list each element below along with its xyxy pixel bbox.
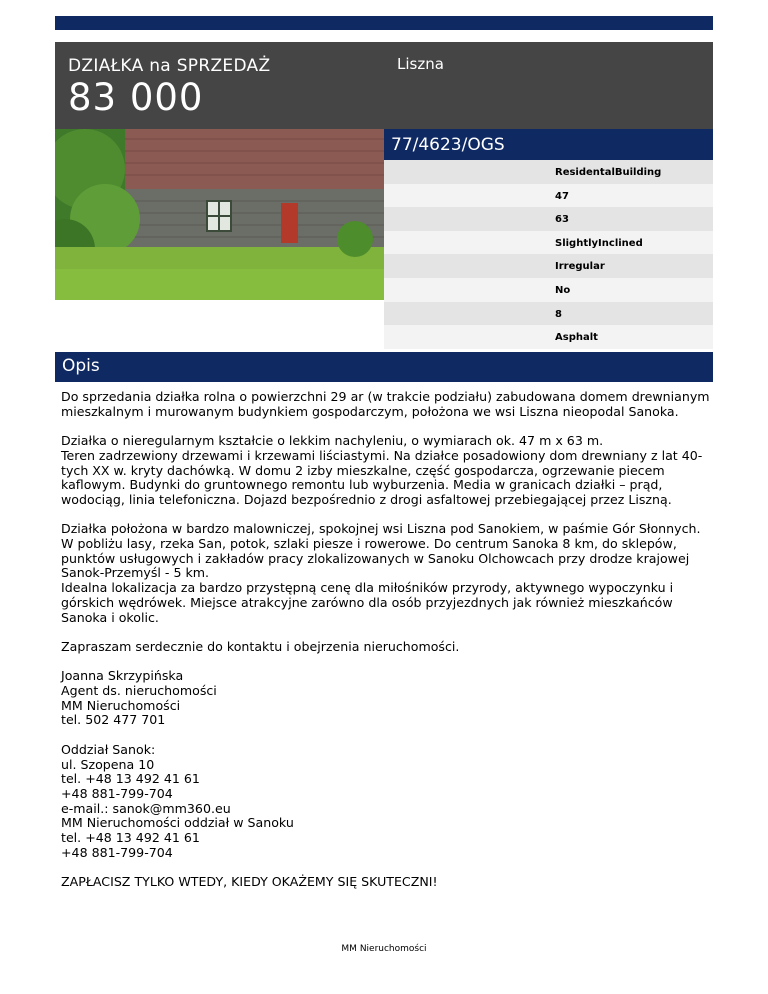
param-row: [384, 278, 713, 302]
param-value: Asphalt: [555, 332, 598, 344]
description-paragraph: Do sprzedania działka rolna o powierzchni 29 ar (w trakcie podziału) zabudowana domem drewnianym mieszkalnym i murowanym budynkiem gospodarczym, położona we wsi Liszna nieopodal Sanoka.: [61, 389, 710, 419]
page-footer: MM Nieruchomości: [341, 944, 427, 954]
closing-slogan: ZAPŁACISZ TYLKO WTEDY, KIEDY OKAŻEMY SIĘ SKUTECZNI!: [61, 874, 438, 890]
param-row: [384, 325, 713, 349]
reference-number: 77/4623/OGS: [391, 135, 505, 155]
param-value: 8: [555, 308, 562, 320]
listing-price: 83 000: [68, 76, 204, 119]
param-value: No: [555, 284, 571, 296]
description-section-header: [55, 352, 713, 382]
top-accent-bar: [55, 16, 713, 30]
description-paragraph: Działka o nieregularnym kształcie o lekkim nachyleniu, o wymiarach ok. 47 m x 63 m. Teren zadrzewiony drzewami i krzewami liściastymi. Na działce posadowiony dom drewniany z lat 40-tych XX w. kryty dachówką. W domu 2 izby mieszkalne, część gospodarcza, ogrzewanie piecem kaflowym. Budynki do gruntownego remontu lub wyburzenia. Media w granicach działki – prąd, wodociąg, linia telefoniczna. Dojazd bezpośrednio z drogi asfaltowej przebiegającej przez Liszną.: [61, 433, 703, 507]
agent-contact: Joanna Skrzypińska Agent ds. nieruchomości MM Nieruchomości tel. 502 477 701: [61, 668, 217, 728]
description-paragraph: Zapraszam serdecznie do kontaktu i obejrzenia nieruchomości.: [61, 638, 460, 654]
param-row: [384, 184, 713, 208]
listing-location: Liszna: [397, 55, 444, 73]
param-row: [384, 207, 713, 231]
param-value: Irregular: [555, 261, 605, 273]
param-value: 63: [555, 214, 569, 226]
reference-bar: [384, 129, 713, 160]
description-paragraph: Działka położona w bardzo malowniczej, spokojnej wsi Liszna pod Sanokiem, w paśmie Gór Słonnych. W pobliżu lasy, rzeka San, potok, szlaki piesze i rowerowe. Do centrum Sanoka 8 km, do sklepów, punktów usługowych i zakładów pracy zlokalizowanych w Sanoku Olchowcach przy drodze krajowej Sanok-Przemyśl - 5 km. Idealna lokalizacja za bardzo przystępną cenę dla miłośników przyrody, aktywnego wypoczynku i górskich wędrówek. Miejsce atrakcyjne zarówno dla osób przyjezdnych jak również mieszkańców Sanoka i okolic.: [61, 521, 701, 625]
param-value: ResidentalBuilding: [555, 167, 662, 178]
office-contact: Oddział Sanok: ul. Szopena 10 tel. +48 13 492 41 61 +48 881-799-704 e-mail.: sanok@mm360.eu MM Nieruchomości oddział w Sanoku tel. +48 13 492 41 61 +48 881-799-704: [61, 741, 294, 860]
description-body: [61, 390, 711, 905]
param-value: 47: [555, 190, 569, 202]
param-row: [384, 231, 713, 255]
param-row: [384, 302, 713, 326]
param-row: [384, 254, 713, 278]
listing-type-label: DZIAŁKA na SPRZEDAŻ: [68, 56, 271, 76]
param-row: [384, 160, 713, 184]
section-title: Opis: [62, 356, 100, 376]
property-photo: [55, 129, 384, 300]
listing-header: [55, 42, 713, 129]
parameters-table: [384, 160, 713, 349]
param-value: SlightlyInclined: [555, 237, 643, 249]
